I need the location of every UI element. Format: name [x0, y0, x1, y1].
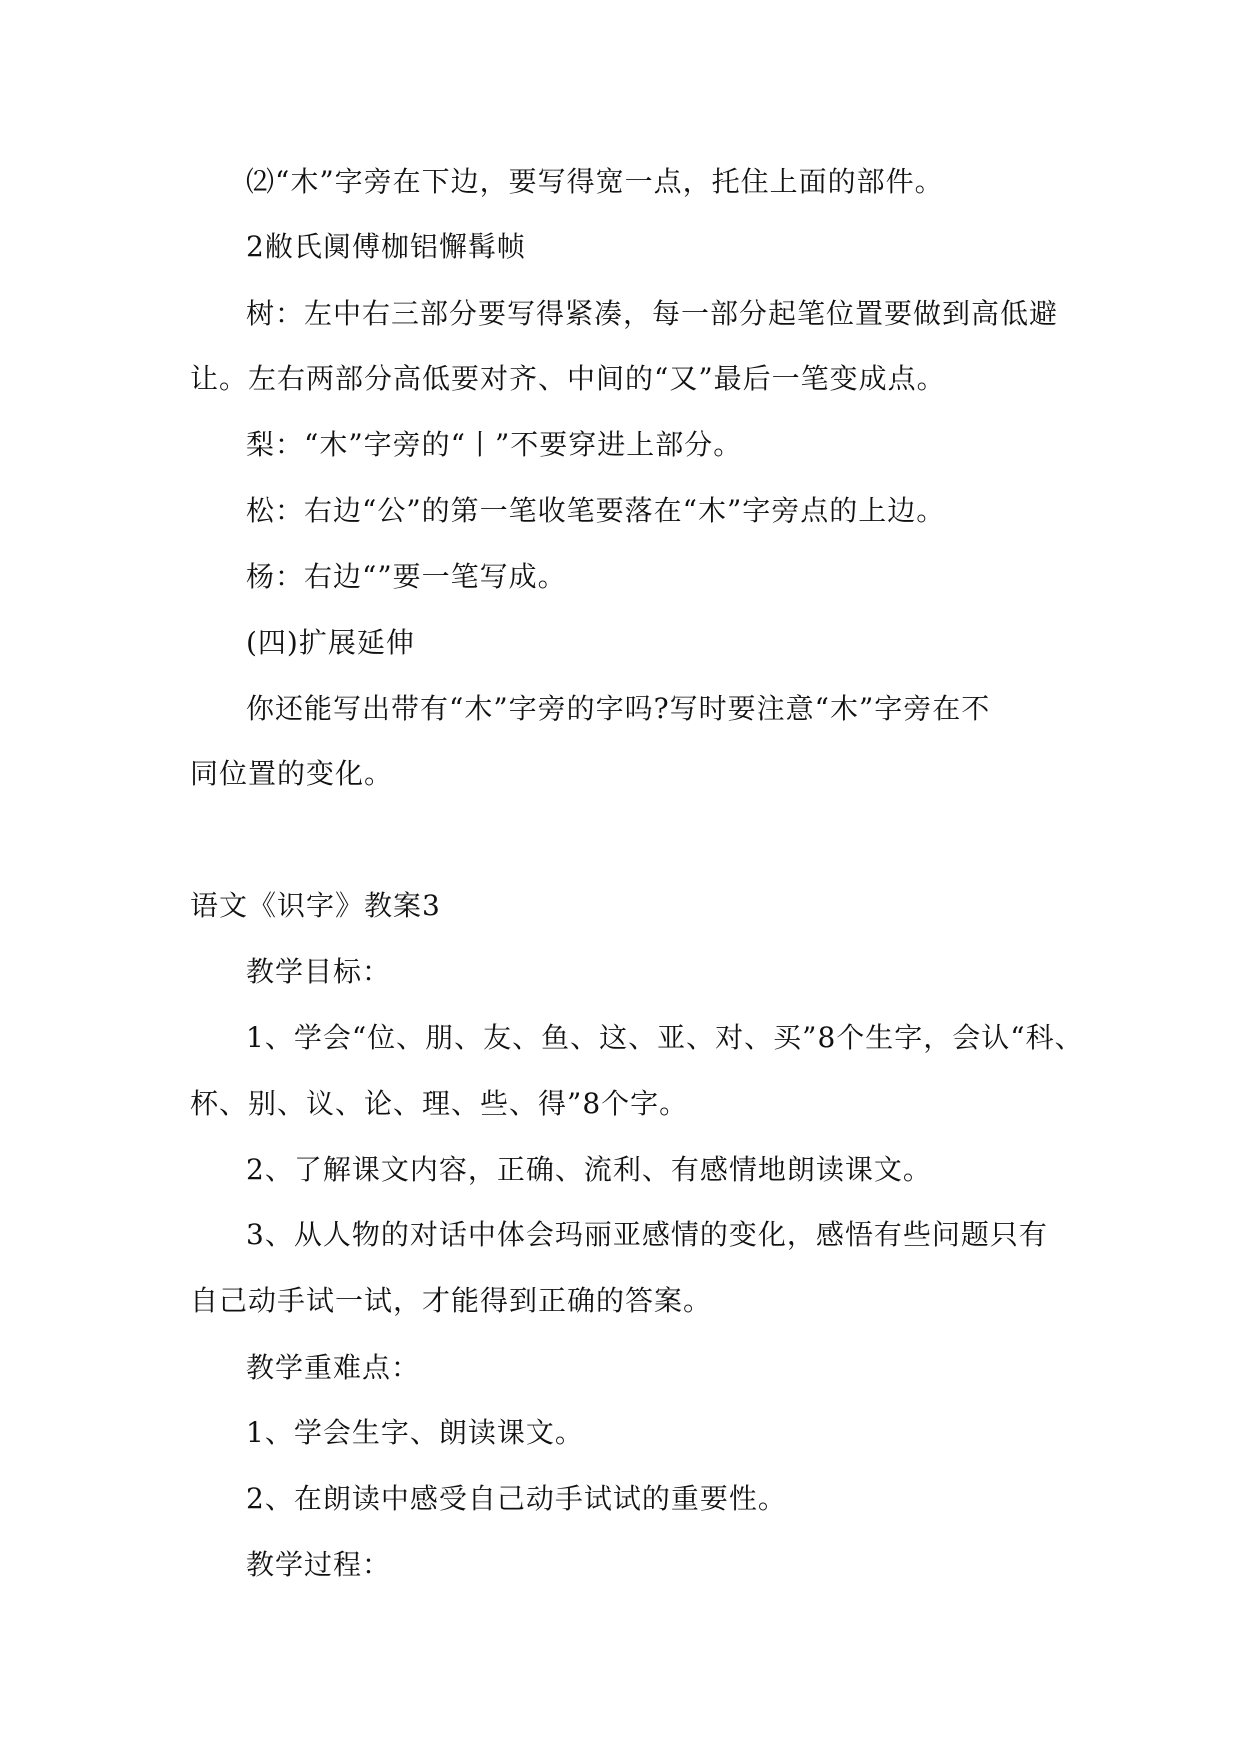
- paragraph-line: ⑵“木”字旁在下边，要写得宽一点，托住上面的部件。: [246, 165, 944, 198]
- paragraph-line: 让。左右两部分高低要对齐、中间的“又”最后一笔变成点。: [190, 362, 946, 395]
- section-heading: (四)扩展延伸: [246, 626, 415, 659]
- section-heading: 教学过程：: [246, 1548, 392, 1581]
- paragraph-line: 树：左中右三部分要写得紧凑，每一部分起笔位置要做到高低避: [246, 297, 1059, 330]
- paragraph-line: 你还能写出带有“木”字旁的字吗?写时要注意“木”字旁在不: [246, 692, 991, 725]
- paragraph-line: 2、在朗读中感受自己动手试试的重要性。: [246, 1482, 787, 1515]
- paragraph-line: 杯、别、议、论、理、些、得”8个字。: [190, 1087, 689, 1120]
- paragraph-line: 松：右边“公”的第一笔收笔要落在“木”字旁点的上边。: [246, 494, 946, 527]
- paragraph-line: 自己动手试一试，才能得到正确的答案。: [190, 1284, 713, 1317]
- section-heading: 教学重难点：: [246, 1351, 421, 1384]
- section-heading: 教学目标：: [246, 955, 392, 988]
- paragraph-line: 3、从人物的对话中体会玛丽亚感情的变化，感悟有些问题只有: [246, 1218, 1048, 1251]
- paragraph-line: 1、学会生字、朗读课文。: [246, 1416, 584, 1449]
- document-title: 语文《识字》教案3: [190, 889, 441, 922]
- paragraph-line: 2、了解课文内容，正确、流利、有感情地朗读课文。: [246, 1153, 932, 1186]
- paragraph-line: 同位置的变化。: [190, 757, 394, 790]
- paragraph-line: 杨：右边“”要一笔写成。: [246, 560, 567, 593]
- paragraph-line: 梨：“木”字旁的“丨”不要穿进上部分。: [246, 428, 743, 461]
- paragraph-line: 1、学会“位、朋、友、鱼、这、亚、对、买”8个生字，会认“科、: [246, 1021, 1084, 1054]
- paragraph-line: 2敝氏阒傅枷铝懈髯帧: [246, 230, 526, 263]
